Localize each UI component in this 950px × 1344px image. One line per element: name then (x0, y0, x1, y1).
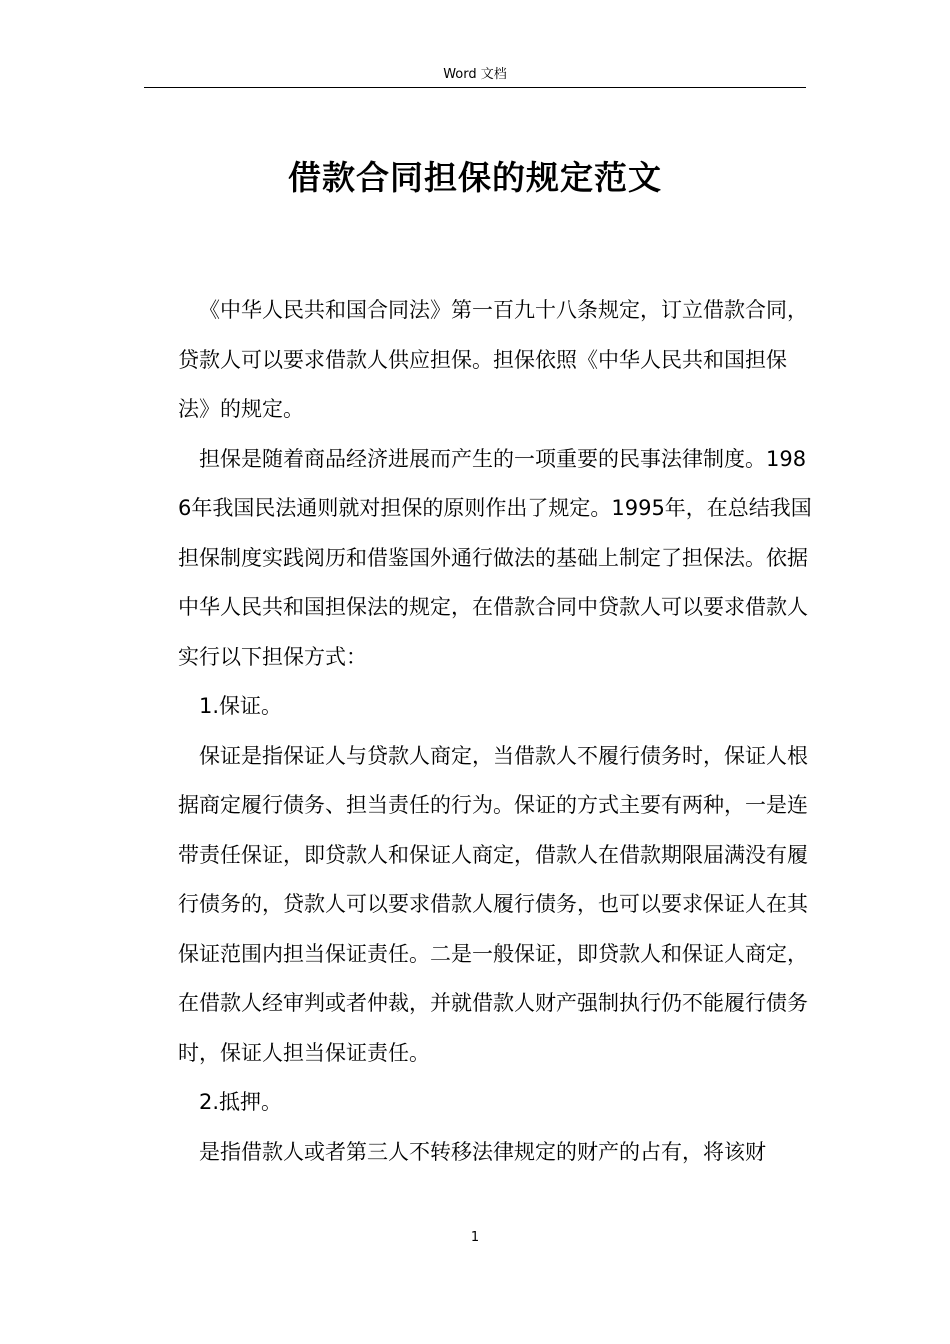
paragraph-4: 保证是指保证人与贷款人商定，当借款人不履行债务时，保证人根据商定履行债务、担当责任的行为。保证的方式主要有两种，一是连带责任保证，即贷款人和保证人商定，借款人在借款期限届满没有履行债务的，贷款人可以要求借款人履行债务，也可以要求保证人在其保证范围内担当保证责任。二是一般保证，即贷款人和保证人商定，在借款人经审判或者仲裁，并就借款人财产强制执行仍不能履行债务时，保证人担当保证责任。 (178, 743, 808, 1065)
paragraph-3-heading: 1.保证。 (199, 694, 283, 718)
document-body (178, 286, 813, 1177)
paragraph-2: 担保是随着商品经济进展而产生的一项重要的民事法律制度。1986年我国民法通则就对担保的原则作出了规定。1995年，在总结我国担保制度实践阅历和借鉴国外通行做法的基础上制定了担保法。依据中华人民共和国担保法的规定，在借款合同中贷款人可以要求借款人实行以下担保方式： (178, 446, 812, 669)
paragraph-5-heading: 2.抵押。 (199, 1090, 283, 1114)
document-title: 借款合同担保的规定范文 (288, 158, 662, 197)
header-divider (144, 87, 806, 88)
paragraph-1: 《中华人民共和国合同法》第一百九十八条规定，订立借款合同，贷款人可以要求借款人供应担保。担保依照《中华人民共和国担保法》的规定。 (178, 298, 808, 421)
page-number: 1 (470, 1230, 480, 1245)
page-header: Word 文档 (443, 67, 507, 82)
paragraph-6: 是指借款人或者第三人不转移法律规定的财产的占有，将该财 (199, 1139, 766, 1164)
